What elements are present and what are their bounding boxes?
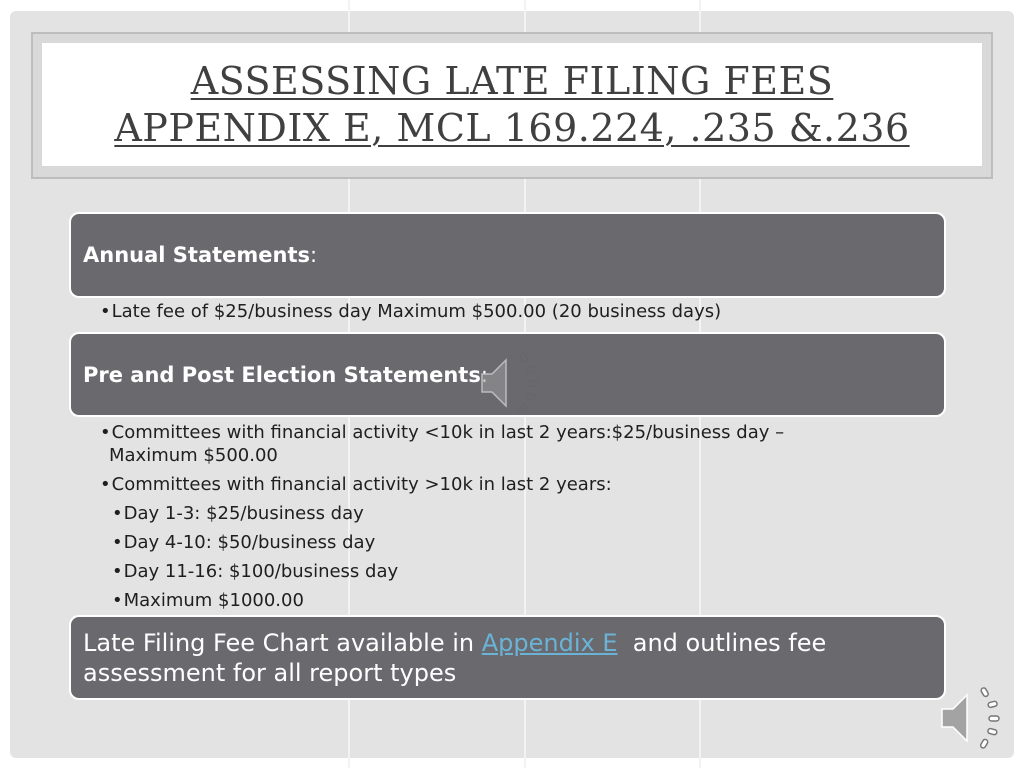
speaker-icon[interactable] [474, 348, 544, 418]
bullet-item: •Committees with financial activity <10k in last 2 years:$25/business day – [100, 422, 785, 443]
fee-chart-panel [69, 615, 946, 700]
annual-statements-heading: Annual Statements: [83, 243, 318, 267]
election-statements-heading: Pre and Post Election Statements [83, 362, 481, 387]
title-inner [42, 43, 982, 166]
sub-bullet-item: •Day 1-3: $25/business day [112, 503, 364, 524]
appendix-e-link[interactable]: Appendix E [481, 628, 618, 657]
sub-bullet-item: •Day 4-10: $50/business day [112, 532, 376, 553]
bullet-item: •Late fee of $25/business day Maximum $500.00 (20 business days) [100, 301, 722, 322]
annual-statements-panel [69, 212, 946, 298]
title-box [31, 32, 993, 179]
fee-chart-text: Late Filing Fee Chart available in Appendix E and outlines fee assessment for all report types [83, 628, 827, 687]
sub-bullet-item: •Day 11-16: $100/business day [112, 561, 399, 582]
bullet-item-continued: Maximum $500.00 [109, 445, 278, 466]
sub-bullet-item: •Maximum $1000.00 [112, 590, 304, 611]
slide-title-line2: APPENDIX E, MCL 169.224, .235 &.236 [114, 105, 910, 150]
slide-title-line1: ASSESSING LATE FILING FEES [190, 58, 834, 103]
speaker-icon[interactable] [936, 683, 1006, 753]
bullet-item: •Committees with financial activity >10k in last 2 years: [100, 474, 612, 495]
